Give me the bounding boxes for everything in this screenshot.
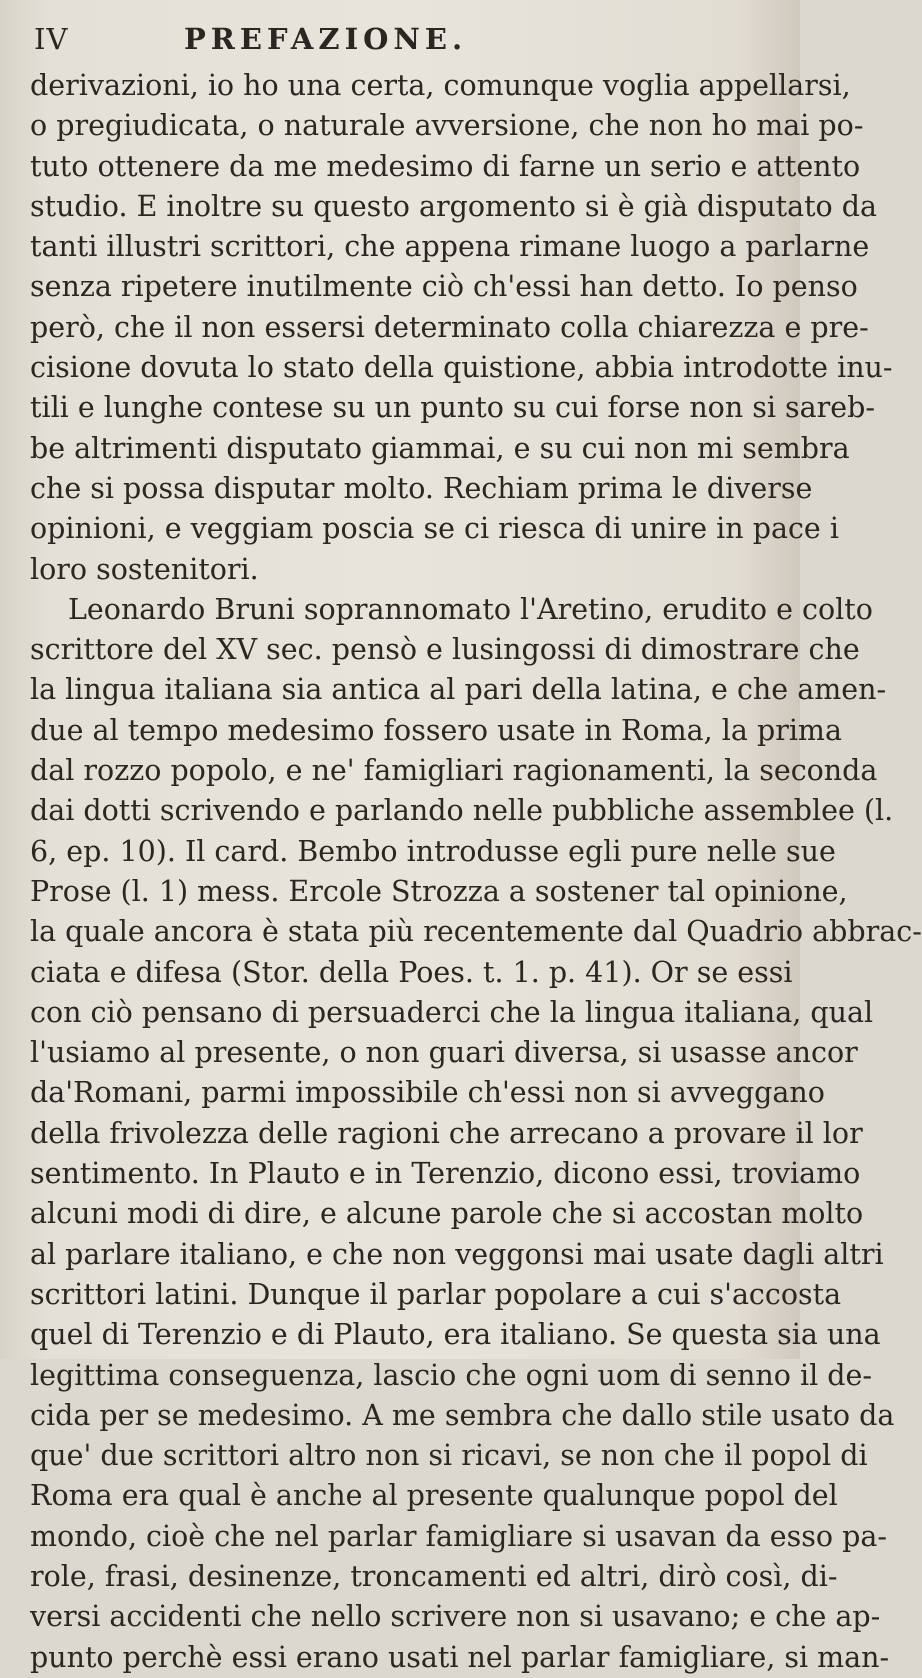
text-line: role, frasi, desinenze, troncamenti ed altri, dirò così, di-: [30, 1559, 838, 1593]
text-line: loro sostenitori.: [30, 552, 259, 586]
text-line: scrittori latini. Dunque il parlar popolare a cui s'accosta: [30, 1277, 842, 1311]
text-line: senza ripetere inutilmente ciò ch'essi han detto. Io penso: [30, 270, 858, 304]
text-line: al parlare italiano, e che non veggonsi mai usate dagli altri: [30, 1237, 884, 1271]
text-line: sentimento. In Plauto e in Terenzio, dicono essi, troviamo: [30, 1157, 861, 1191]
text-line: Prose (l. 1) mess. Ercole Strozza a sostener tal opinione,: [30, 874, 848, 908]
text-line: scrittore del XV sec. pensò e lusingossi di dimostrare che: [30, 633, 860, 667]
page-number: IV: [34, 22, 69, 56]
text-line: che si possa disputar molto. Rechiam prima le diverse: [30, 471, 813, 505]
text-line: la lingua italiana sia antica al pari della latina, e che amen-: [30, 673, 887, 707]
running-head: PREFAZIONE.: [184, 22, 468, 56]
text-line: Roma era qual è anche al presente qualunque popol del: [30, 1479, 838, 1513]
text-line: studio. E inoltre su questo argomento si è già disputato da: [30, 189, 877, 223]
text-line: mondo, cioè che nel parlar famigliare si usavan da esso pa-: [30, 1519, 887, 1553]
text-line: opinioni, e veggiam poscia se ci riesca di unire in pace i: [30, 512, 839, 546]
text-line: l'usiamo al presente, o non guari diversa, si usasse ancor: [30, 1036, 858, 1070]
text-line: derivazioni, io ho una certa, comunque voglia appellarsi,: [30, 69, 851, 102]
text-line: con ciò pensano di persuaderci che la lingua italiana, qual: [30, 995, 874, 1029]
text-line: alcuni modi di dire, e alcune parole che si accostan molto: [30, 1197, 864, 1231]
text-line: legittima conseguenza, lascio che ogni uom di senno il de-: [30, 1358, 873, 1392]
text-line: versi accidenti che nello scrivere non si usavano; e che ap-: [30, 1600, 881, 1634]
text-line: tili e lunghe contese su un punto su cui forse non si sareb-: [30, 391, 876, 425]
text-line: tuto ottenere da me medesimo di farne un serio e attento: [30, 149, 861, 183]
text-line: la quale ancora è stata più recentemente dal Quadrio abbrac-: [30, 915, 922, 949]
text-line: o pregiudicata, o naturale avversione, che non ho mai po-: [30, 109, 864, 143]
text-line: dai dotti scrivendo e parlando nelle pubbliche assemblee (l.: [30, 794, 894, 828]
text-line: punto perchè essi erano usati nel parlar famigliare, si man-: [30, 1640, 890, 1674]
text-line: però, che il non essersi determinato colla chiarezza e pre-: [30, 310, 869, 344]
text-line: be altrimenti disputato giammai, e su cui non mi sembra: [30, 431, 850, 465]
text-line: cisione dovuta lo stato della quistione, abbia introdotte inu-: [30, 351, 893, 385]
text-line: da'Romani, parmi impossibile ch'essi non si avveggano: [30, 1076, 825, 1110]
text-line: cida per se medesimo. A me sembra che dallo stile usato da: [30, 1398, 895, 1432]
text-line: 6, ep. 10). Il card. Bembo introdusse egli pure nelle sue: [30, 834, 836, 868]
text-line: della frivolezza delle ragioni che arrecano a provare il lor: [30, 1116, 863, 1150]
body-text: [30, 66, 922, 1678]
text-line: tanti illustri scrittori, che appena rimane luogo a parlarne: [30, 230, 870, 264]
text-line: que' due scrittori altro non si ricavi, se non che il popol di: [30, 1439, 868, 1473]
text-line: due al tempo medesimo fossero usate in Roma, la prima: [30, 713, 842, 747]
text-line: ciata e difesa (Stor. della Poes. t. 1. p. 41). Or se essi: [30, 955, 793, 989]
page-header: [30, 22, 770, 66]
text-line: Leonardo Bruni soprannomato l'Aretino, erudito e colto: [68, 592, 873, 626]
text-line: dal rozzo popolo, e ne' famigliari ragionamenti, la seconda: [30, 754, 878, 788]
text-line: quel di Terenzio e di Plauto, era italiano. Se questa sia una: [30, 1318, 881, 1352]
